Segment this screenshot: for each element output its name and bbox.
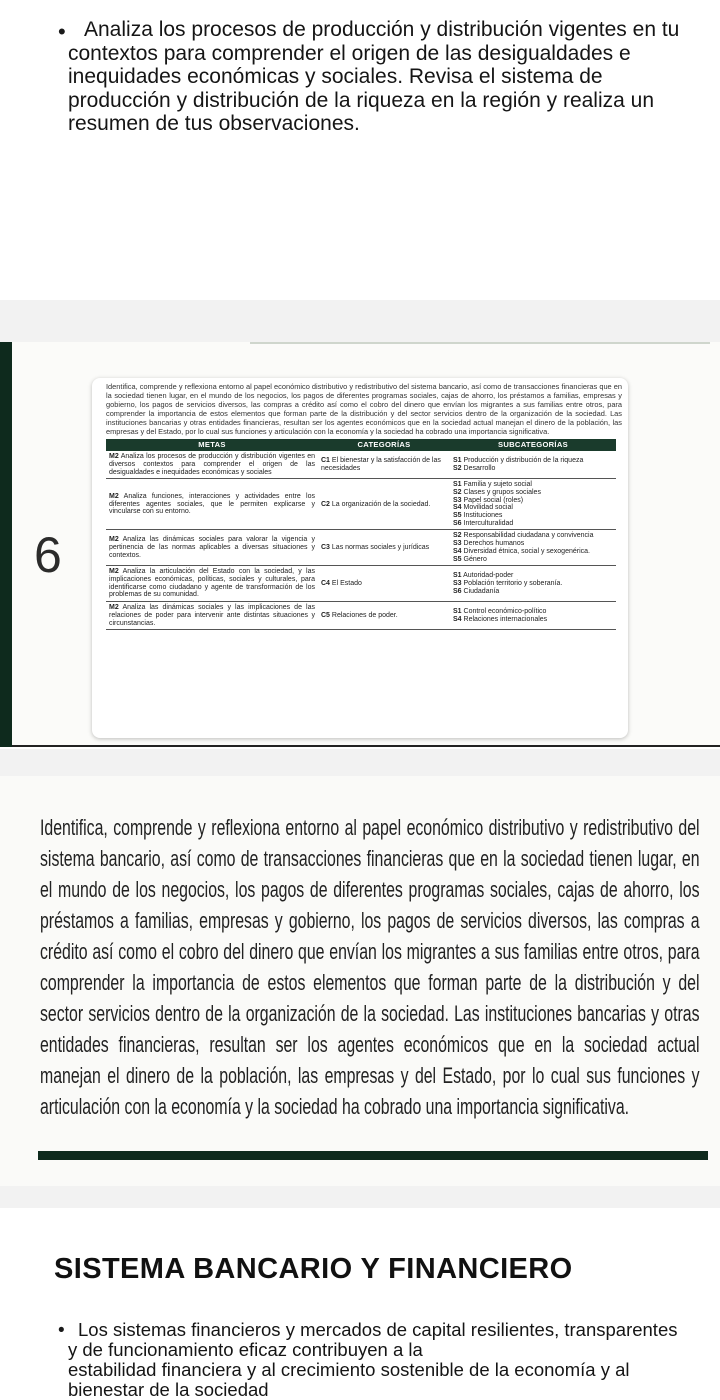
subcategory-code: S1 [453,572,462,580]
subcategory-text: Autoridad-poder [463,572,514,580]
subcategory-cell [450,566,616,602]
subcategory-text: Instituciones [463,512,503,520]
meta-text: Analiza las dinámicas sociales para valorar la vigencia y pertinencia de las normas aplicables a diversas situaciones y contextos. [109,536,315,559]
subcategory-text: Derechos humanos [463,540,525,548]
subcategory-text: Control económico-político [463,607,547,615]
subcategory-item [453,512,613,520]
subcategory-code: S3 [453,540,462,548]
category-code: C4 [321,579,330,587]
subcategory-item [453,465,613,473]
subcategory-text: Desarrollo [463,464,496,472]
subcategory-item [453,580,613,588]
footer-bar [38,1151,708,1160]
meta-text: Analiza las dinámicas sociales y las implicaciones de las relaciones de poder para intervenir ante distintas situaciones y circunstancias. [109,604,316,627]
category-cell [318,602,450,630]
table-row [106,451,616,479]
subcategory-code: S5 [453,512,462,520]
subcategory-code: S2 [453,464,462,472]
category-code: C5 [321,611,330,619]
bullet-icon: • [58,19,66,44]
meta-text: Analiza funciones, interacciones y actividades entre los diferentes agentes sociales, que le permiten explicarse y vincularse con su entorno. [109,492,315,516]
category-text: El Estado [331,579,362,587]
category-cell [318,566,450,602]
category-text: Relaciones de poder. [331,611,398,619]
subcategory-item [453,497,613,505]
subcategory-code: S1 [453,481,462,489]
slide-intro-text: Identifica, comprende y reflexiona entorno al papel económico distributivo y redistributivo del sistema bancario, así como de transacciones financieras que en la sociedad tienen lugar, en el mundo de los negocios, los pagos de diferentes programas sociales, cajas de ahorro, los préstamos a familias, empresas y gobierno, los pagos de servicios diversos, las compras a crédito así como el cobro del dinero que envían los migrantes a sus familias entre otros, para comprender la importancia de estos elementos que forman parte de la distribución y del sector servicios dentro de la organización de la sociedad. Las instituciones bancarias y otras entidades financieras, resultan ser los agentes económicos que en la sociedad actual manejan el dinero de la población, las empresas y del Estado, por lo cual sus funciones y articulación con la economía y la sociedad ha cobrado una importancia significativa. [106,382,622,436]
slide-top-line [250,342,710,344]
subcategory-code: S6 [453,519,462,527]
meta-cell [106,530,318,566]
table-row [106,479,616,530]
subcategory-code: S4 [453,547,462,555]
category-text: Las normas sociales y jurídicas [331,544,430,552]
category-text: El bienestar y la satisfacción de las necesidades [321,456,441,472]
subcategory-code: S4 [453,504,462,512]
subcategory-item [453,556,613,564]
subcategory-code: S6 [453,587,462,595]
subcategory-text: Responsabilidad ciudadana y convivencia [463,532,594,540]
subcategory-item [453,481,613,489]
subcategory-item [453,588,613,596]
header-categorias: CATEGORÍAS [318,439,450,451]
subcategory-item [453,489,613,497]
subcategory-code: S2 [453,488,462,496]
paragraph-slide [0,776,720,1186]
subcategory-code: S1 [453,607,462,615]
subcategory-code: S5 [453,555,462,563]
slide-gap [0,300,720,342]
objective-text: Analiza los procesos de producción y distribución vigentes en tu contextos para comprender el origen de las desigualdades e inequidades económicas y sociales. Revisa el sistema de producción y distribución de la riqueza en la región y realiza un resumen de tus observaciones. [68,18,680,135]
subcategory-text: Relaciones internacionales [463,615,548,623]
metas-table [106,439,616,630]
slide-gap [0,749,720,776]
subcategory-text: Clases y grupos sociales [463,488,541,496]
subcategory-code: S3 [453,496,462,504]
subcategory-code: S1 [453,456,462,464]
meta-cell [106,566,318,602]
meta-cell [106,479,318,530]
table-row [106,602,616,630]
subcategory-item [453,616,613,624]
category-cell [318,530,450,566]
subcategory-text: Ciudadanía [463,587,500,595]
subcategory-text: Diversidad étnica, social y sexogenérica. [463,547,590,555]
subcategory-cell [450,602,616,630]
slide-gap [0,1186,720,1208]
objective-section [0,0,720,300]
header-subcategorias: SUBCATEGORÍAS [450,439,616,451]
category-code: C2 [321,500,330,508]
slide-number: 6 [34,527,62,583]
subcategory-text: Población territorio y soberanía. [463,579,563,587]
category-cell [318,479,450,530]
category-text: La organización de la sociedad. [331,500,431,508]
category-code: C3 [321,544,330,552]
slide-card [92,378,628,738]
meta-code: M2 [109,536,119,544]
meta-code: M2 [109,492,119,500]
meta-code: M2 [109,604,119,612]
subcategory-cell [450,451,616,479]
subcategory-item [453,457,613,465]
category-code: C1 [321,456,330,464]
subcategory-item [453,532,613,540]
subcategory-item [453,572,613,580]
subcategory-item [453,608,613,616]
meta-cell [106,451,318,479]
subcategory-text: Familia y sujeto social [463,481,532,489]
meta-code: M2 [109,568,119,576]
bullet-text: Los sistemas financieros y mercados de capital resilientes, transparentes y de funcionamiento eficaz contribuyen a la [68,1319,678,1360]
subcategory-code: S2 [453,532,462,540]
meta-code: M2 [109,453,119,461]
subcategory-text: Producción y distribución de la riqueza [463,456,584,464]
slide-metas-table [0,342,720,747]
subcategory-text: Interculturalidad [463,519,514,527]
meta-text: Analiza los procesos de producción y distribución vigentes en diversos contextos para comprender el origen de las desigualdades e inequidades económicas y sociales [109,453,315,476]
subcategory-code: S3 [453,579,462,587]
bank-system-paragraph: Identifica, comprende y reflexiona entorno al papel económico distributivo y redistributivo del sistema bancario, así como de transacciones financieras que en la sociedad tienen lugar, en el mundo de los negocios, los pagos de diferentes programas sociales, cajas de ahorro, los préstamos a familias, empresas y gobierno, los pagos de servicios diversos, las compras a crédito así como el cobro del dinero que envían los migrantes a sus familias entre otros, para comprender la importancia de estos elementos que forman parte de la distribución y del sector servicios dentro de la organización de la sociedad. Las instituciones bancarias y otras entidades financieras, resultan ser los agentes económicos que en la sociedad actual manejan el dinero de la población, las empresas y del Estado, por lo cual sus funciones y articulación con la economía y la sociedad ha cobrado una importancia significativa. [40,815,700,1119]
bullet-text-cut: estabilidad financiera y al crecimiento sostenible de la economía y al bienestar de la sociedad [68,1359,630,1400]
banking-slide [0,1208,720,1400]
subcategory-item [453,520,613,528]
subcategory-code: S4 [453,615,462,623]
subcategory-text: Papel social (roles) [463,496,524,504]
header-metas: METAS [106,439,318,451]
category-cell [318,451,450,479]
subcategory-cell [450,530,616,566]
table-row [106,566,616,602]
table-header-row [106,439,616,451]
meta-cell [106,602,318,630]
subcategory-cell [450,479,616,530]
meta-text: Analiza la articulación del Estado con la sociedad, y las implicaciones económicas, políticas, sociales y culturales, para identificarse como ciudadano y agente de transformación de los problemas de su comunidad. [109,568,315,599]
table-row [106,530,616,566]
section-heading: SISTEMA BANCARIO Y FINANCIERO [54,1253,573,1285]
bullet-icon: • [58,1320,65,1341]
slide-accent-bar [0,342,12,747]
table-body [106,451,616,630]
subcategory-item [453,504,613,512]
subcategory-item [453,548,613,556]
subcategory-item [453,540,613,548]
subcategory-text: Género [463,555,487,563]
subcategory-text: Movilidad social [463,504,513,512]
